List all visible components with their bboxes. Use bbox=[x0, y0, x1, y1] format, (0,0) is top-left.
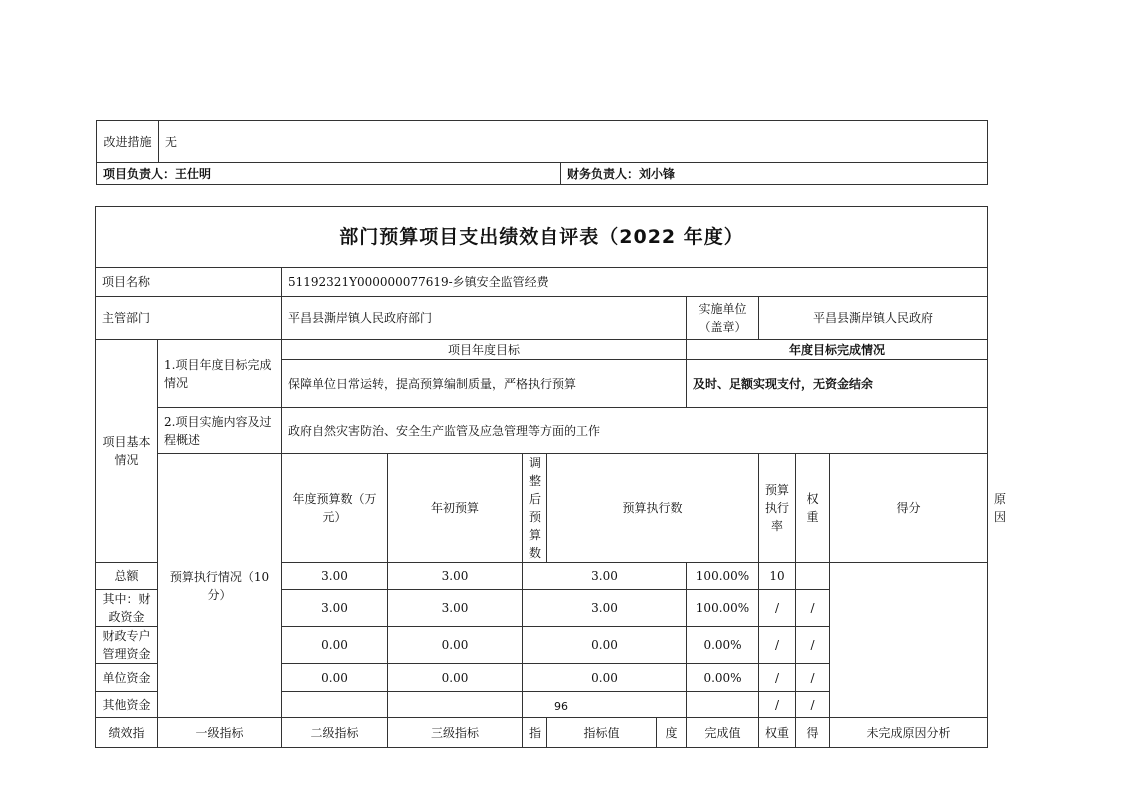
page-number: 96 bbox=[554, 700, 568, 713]
goal-status-header: 年度目标完成情况 bbox=[687, 340, 988, 360]
goal-text: 保障单位日常运转，提高预算编制质量，严格执行预算 bbox=[282, 360, 687, 408]
perf-header: 未完成原因分析 bbox=[830, 718, 988, 748]
budget-rate: 100.00% bbox=[687, 563, 759, 590]
improvement-value: 无 bbox=[159, 121, 988, 163]
project-owner: 项目负责人：王仕明 bbox=[97, 163, 561, 185]
budget-header: 预算执行率 bbox=[759, 454, 796, 563]
budget-weight: / bbox=[759, 692, 796, 718]
budget-weight: / bbox=[759, 664, 796, 692]
budget-header: 年度预算数（万元） bbox=[282, 454, 388, 563]
budget-weight: 10 bbox=[759, 563, 796, 590]
dept-value: 平昌县澌岸镇人民政府部门 bbox=[282, 297, 687, 340]
impl-unit-label: 实施单位（盖章） bbox=[687, 297, 759, 340]
budget-executed: 0.00 bbox=[523, 627, 687, 664]
content-label: 2.项目实施内容及过程概述 bbox=[158, 408, 282, 454]
budget-row-name: 其中：财政资金 bbox=[96, 590, 158, 627]
perf-header: 三级指标 bbox=[388, 718, 523, 748]
budget-rate: 0.00% bbox=[687, 627, 759, 664]
budget-adjusted: 0.00 bbox=[388, 627, 523, 664]
budget-row-name: 财政专户管理资金 bbox=[96, 627, 158, 664]
budget-initial: 3.00 bbox=[282, 590, 388, 627]
budget-adjusted: 3.00 bbox=[388, 563, 523, 590]
perf-header: 完成值 bbox=[687, 718, 759, 748]
improvement-label: 改进措施 bbox=[97, 121, 159, 163]
budget-reason bbox=[830, 563, 988, 718]
budget-initial: 0.00 bbox=[282, 664, 388, 692]
budget-score: / bbox=[796, 590, 830, 627]
budget-header: 得分 bbox=[830, 454, 988, 563]
budget-score: / bbox=[796, 664, 830, 692]
budget-score bbox=[796, 563, 830, 590]
budget-header: 预算执行数 bbox=[547, 454, 759, 563]
budget-weight: / bbox=[759, 627, 796, 664]
perf-header: 度 bbox=[657, 718, 687, 748]
budget-rate: 100.00% bbox=[687, 590, 759, 627]
finance-owner: 财务负责人：刘小锋 bbox=[561, 163, 988, 185]
perf-header: 指标值 bbox=[547, 718, 657, 748]
basic-info-label: 项目基本情况 bbox=[96, 340, 158, 563]
annual-goal-label: 1.项目年度目标完成情况 bbox=[158, 340, 282, 408]
budget-rate: 0.00% bbox=[687, 664, 759, 692]
form-title: 部门预算项目支出绩效自评表（2022 年度） bbox=[96, 207, 988, 268]
budget-executed: 3.00 bbox=[523, 590, 687, 627]
budget-executed: 0.00 bbox=[523, 664, 687, 692]
budget-header: 调整后预算数 bbox=[523, 454, 547, 563]
impl-unit-value: 平昌县澌岸镇人民政府 bbox=[759, 297, 988, 340]
budget-row-name: 单位资金 bbox=[96, 664, 158, 692]
budget-initial: 3.00 bbox=[282, 563, 388, 590]
budget-score: / bbox=[796, 627, 830, 664]
goal-status-text: 及时、足额实现支付，无资金结余 bbox=[687, 360, 988, 408]
budget-score: / bbox=[796, 692, 830, 718]
content-text: 政府自然灾害防治、安全生产监管及应急管理等方面的工作 bbox=[282, 408, 988, 454]
perf-header: 一级指标 bbox=[158, 718, 282, 748]
perf-header: 二级指标 bbox=[282, 718, 388, 748]
project-name-value: 51192321Y000000077619-乡镇安全监管经费 bbox=[282, 268, 988, 297]
budget-weight: / bbox=[759, 590, 796, 627]
budget-initial: 0.00 bbox=[282, 627, 388, 664]
perf-header: 权重 bbox=[759, 718, 796, 748]
self-evaluation-form: 部门预算项目支出绩效自评表（2022 年度） 项目名称 51192321Y000000077619-乡镇安全监管经费 主管部门 平昌县澌岸镇人民政府部门 实施单位（盖章） 平昌县澌岸镇人民政府 项目基本情况 1.项目年度目标完成情况 项目年度目标 年度目标完成情况 保障单位日常运转，提高预算编制质量，严格执行预算 及时、足额实现支付，无资金结余 2.项目实施内容及过程概述 政府自然灾害防治、安全生产监管及应急管理等方面的工作 预算执行情况（10 分） 年度预算数（万元） 年初预算 调整后预算数 预算执行数 预算执行率 权重 得分 原因 总额 3.00 3.00 3.00 100.00% 10 其中：财政资金 3.00 3.00 3.00 100.00% / / 财政专户管理资金 0.00 0.00 0.00 0.00% / / 单位资金 0.00 0.00 0.00 0.00% / / 其他资金 / / 绩效指 一级指标 二级指标 三级指标 指 指标值 度 完成值 权重 得 未完成原因分析 bbox=[95, 206, 988, 748]
budget-header: 年初预算 bbox=[388, 454, 523, 563]
budget-row-name: 总额 bbox=[96, 563, 158, 590]
dept-label: 主管部门 bbox=[96, 297, 282, 340]
perf-header: 得 bbox=[796, 718, 830, 748]
budget-adjusted: 0.00 bbox=[388, 664, 523, 692]
budget-adjusted: 3.00 bbox=[388, 590, 523, 627]
project-name-label: 项目名称 bbox=[96, 268, 282, 297]
perf-label: 绩效指 bbox=[96, 718, 158, 748]
budget-executed: 3.00 bbox=[523, 563, 687, 590]
improvement-table bbox=[96, 120, 988, 185]
budget-row-name: 其他资金 bbox=[96, 692, 158, 718]
goal-header: 项目年度目标 bbox=[282, 340, 687, 360]
budget-label: 预算执行情况（10 分） bbox=[158, 454, 282, 718]
perf-header: 指 bbox=[523, 718, 547, 748]
budget-header: 权重 bbox=[796, 454, 830, 563]
